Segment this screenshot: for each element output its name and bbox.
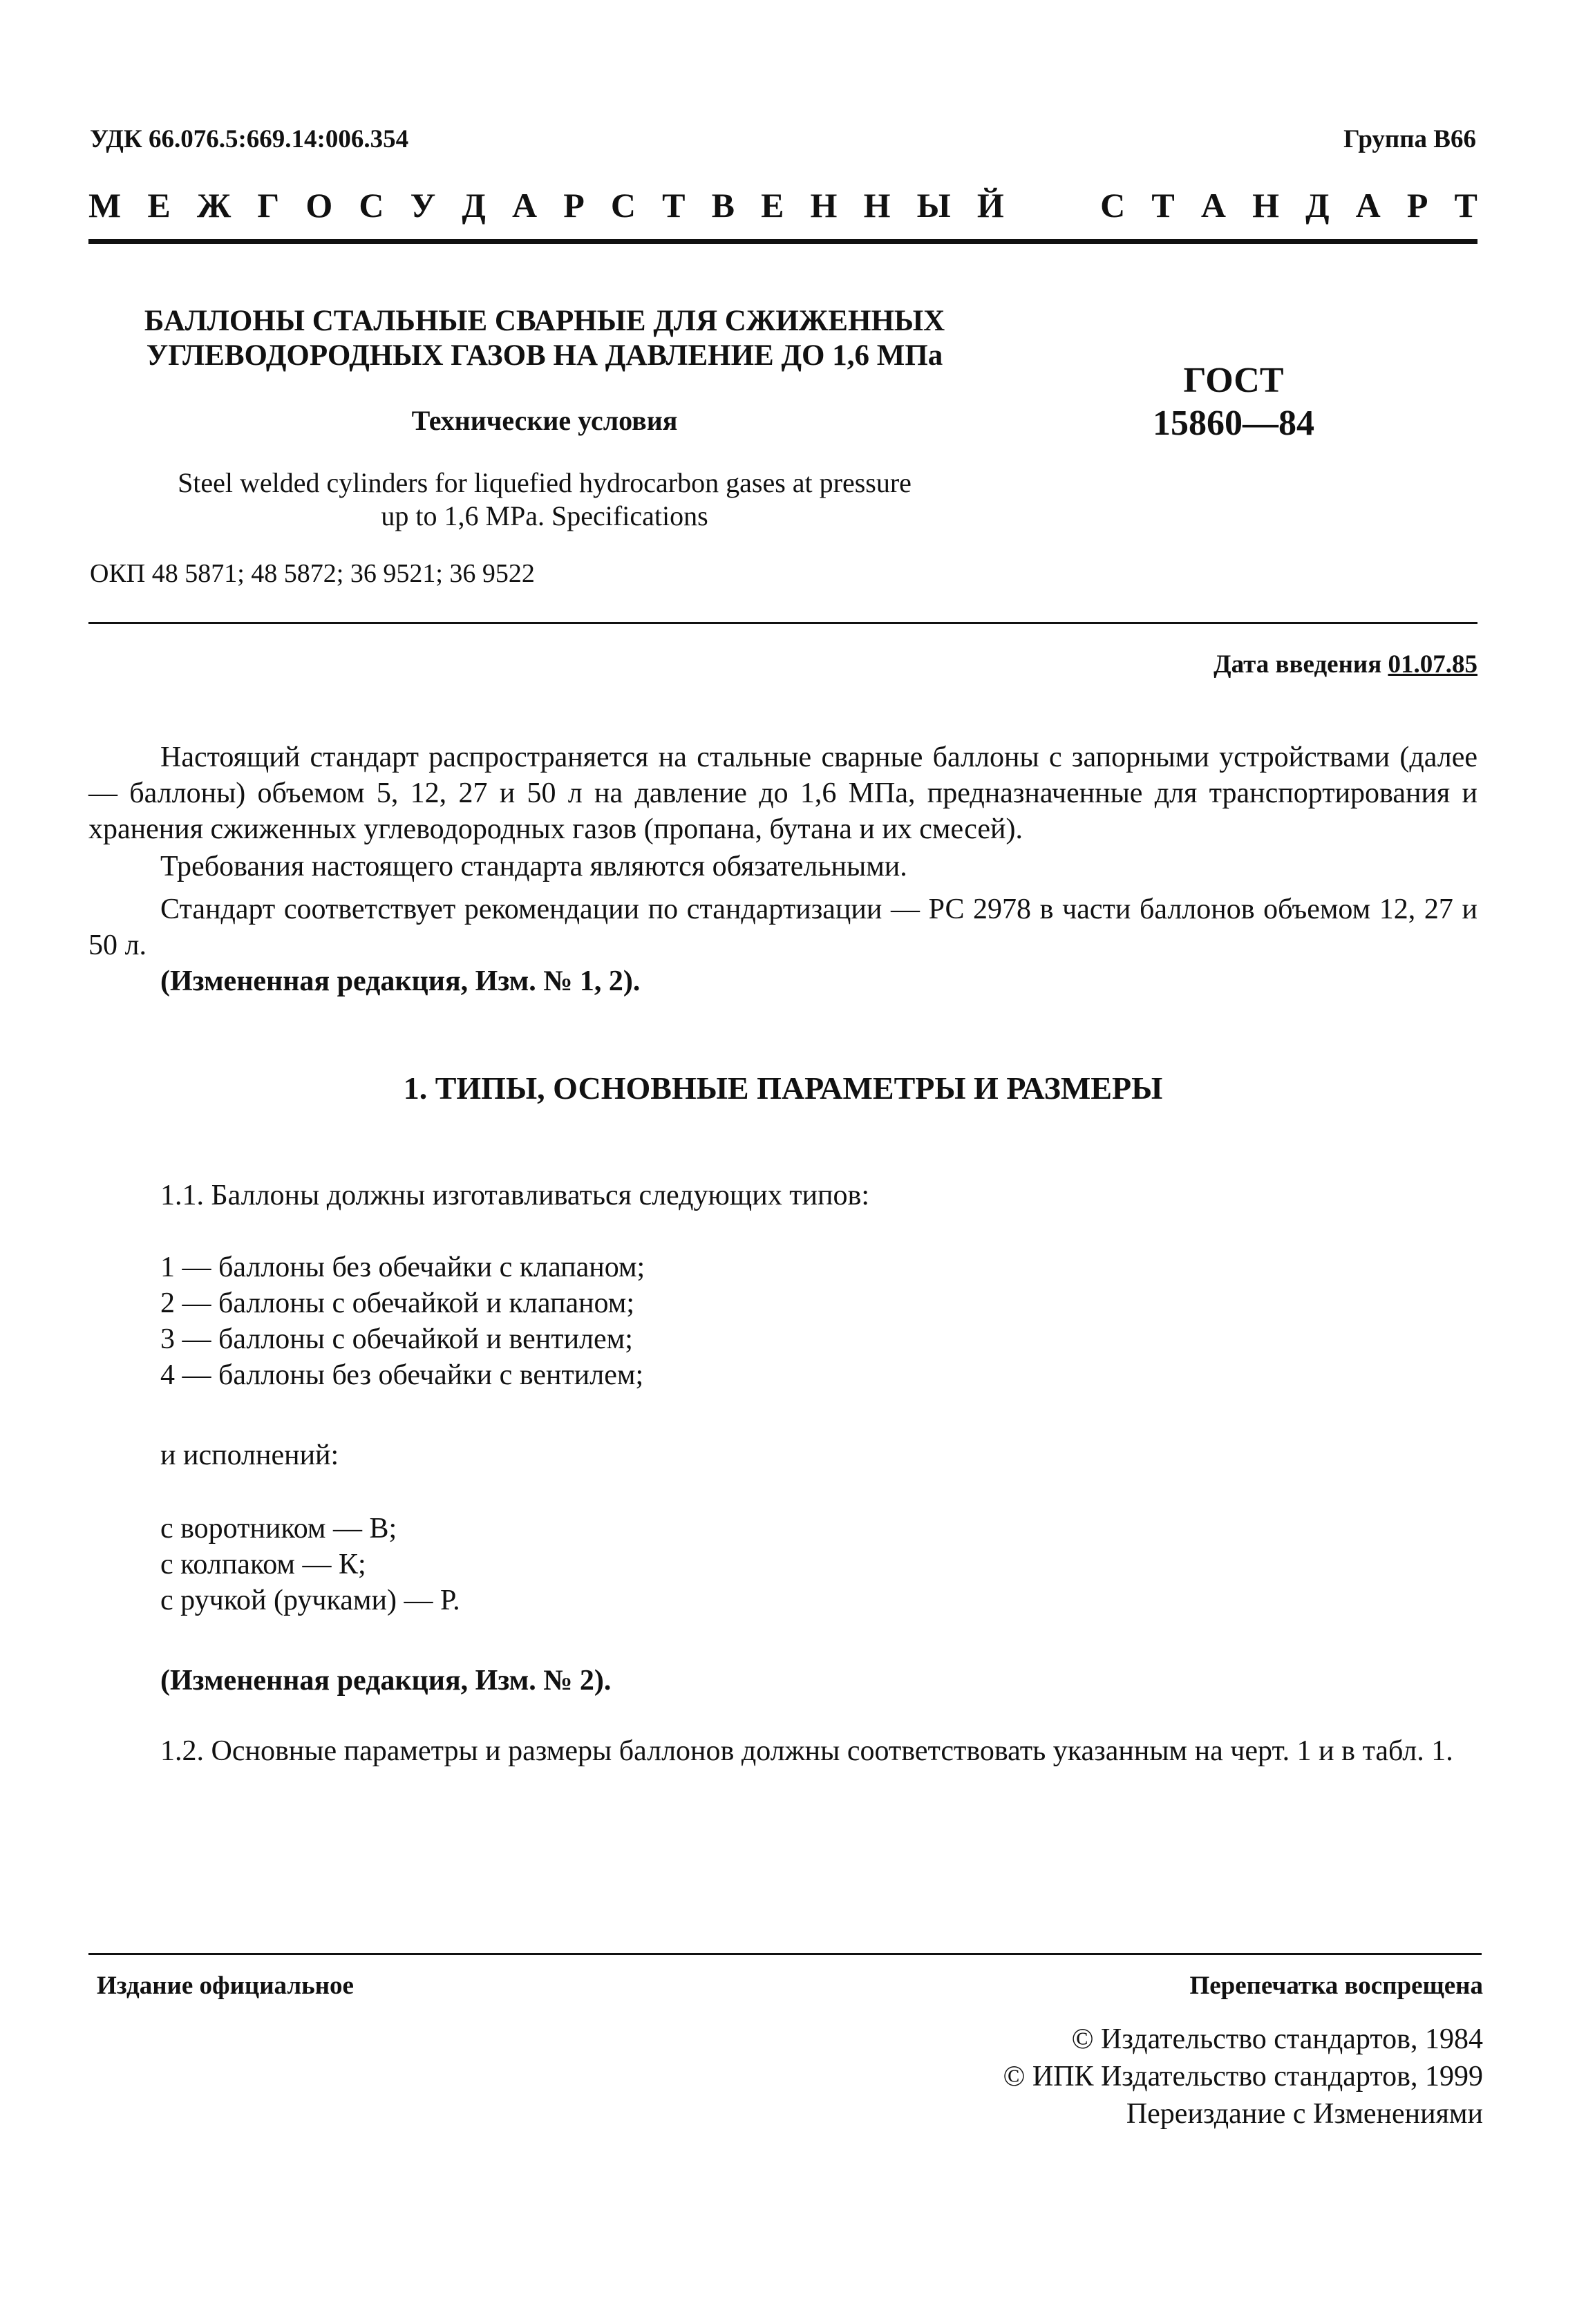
footer-rule [88, 1953, 1482, 1955]
banner-letter [1066, 185, 1075, 225]
banner-letter: Р [563, 186, 585, 225]
banner-letter: Й [976, 186, 1004, 225]
document-title [88, 304, 1001, 373]
banner-letter: Е [147, 186, 171, 225]
amendment-note-2: (Измененная редакция, Изм. № 2). [160, 1665, 612, 1697]
banner-letter: Т [662, 186, 686, 225]
banner-letter: О [305, 186, 333, 225]
title-rule [88, 622, 1477, 624]
okp-codes: ОКП 48 5871; 48 5872; 36 9521; 36 9522 [90, 559, 535, 588]
copyright-line-1: © Издательство стандартов, 1984 [1071, 2023, 1483, 2055]
banner-letter: Е [761, 186, 784, 225]
banner-letter: С [359, 186, 384, 225]
reissue-note: Переиздание с Изменениями [1126, 2098, 1483, 2130]
clause-1-1: 1.1. Баллоны должны изготавливаться следующих типов: [160, 1180, 870, 1211]
versions-intro: и исполнений: [160, 1439, 339, 1471]
banner-letter: Ж [196, 186, 232, 225]
gost-number [1078, 359, 1389, 445]
banner-letter: В [711, 186, 735, 225]
english-title-line-1: Steel welded cylinders for liquefied hydrocarbon gases at pressure [178, 467, 912, 498]
english-title-line-2: up to 1,6 MPa. Specifications [381, 500, 708, 531]
banner-letter [1030, 185, 1039, 225]
banner-letter: А [1200, 186, 1226, 225]
interstate-standard-banner [88, 185, 1477, 225]
banner-letter: А [511, 186, 538, 225]
date-value: 01.07.85 [1388, 650, 1477, 679]
gost-code: 15860—84 [1153, 404, 1314, 443]
title-line-1: БАЛЛОНЫ СТАЛЬНЫЕ СВАРНЫЕ ДЛЯ СЖИЖЕННЫХ [144, 305, 945, 337]
list-item: с ручкой (ручками) — Р. [160, 1585, 460, 1616]
banner-letter: Н [1252, 186, 1279, 225]
banner-letter: Ы [916, 186, 951, 225]
header-rule [88, 239, 1477, 244]
banner-letter: Т [1151, 186, 1175, 225]
document-subtitle: Технические условия [411, 405, 678, 436]
udk-code: УДК 66.076.5:669.14:006.354 [90, 125, 409, 153]
official-edition-note: Издание официальное [97, 1972, 354, 2000]
banner-letter: А [1355, 186, 1381, 225]
banner-letter: Д [462, 186, 486, 225]
date-label: Дата введения [1214, 650, 1382, 679]
versions-list [160, 1511, 460, 1618]
copyright-block [1003, 2021, 1483, 2133]
intro-paragraph-2: Требования настоящего стандарта являются обязательными. [160, 851, 907, 882]
list-item: с воротником — В; [160, 1513, 397, 1544]
copyright-line-2: © ИПК Издательство стандартов, 1999 [1003, 2061, 1483, 2092]
banner-letter: Н [863, 186, 891, 225]
introduction-date [1214, 650, 1477, 679]
banner-letter: Д [1305, 186, 1330, 225]
banner-letter: С [610, 186, 636, 225]
title-line-2: УГЛЕВОДОРОДНЫХ ГАЗОВ НА ДАВЛЕНИЕ ДО 1,6 МПа [146, 339, 943, 372]
banner-letter: Т [1454, 186, 1477, 225]
intro-paragraph-3: Стандарт соответствует рекомендации по стандартизации — РС 2978 в части баллонов объемом 12, 27 и 50 л. [88, 894, 1477, 961]
banner-letter: Р [1406, 186, 1428, 225]
types-list [160, 1249, 645, 1393]
banner-letter: У [410, 186, 436, 225]
list-item: 3 — баллоны с обечайкой и вентилем; [160, 1323, 633, 1355]
list-item: 4 — баллоны без обечайки с вентилем; [160, 1359, 644, 1391]
gost-label: ГОСТ [1183, 361, 1284, 400]
reprint-prohibited-note: Перепечатка воспрещена [1189, 1972, 1483, 2000]
clause-1-2: 1.2. Основные параметры и размеры баллонов должны соответствовать указанным на черт. 1 и в табл. 1. [160, 1735, 1453, 1767]
list-item: с колпаком — К; [160, 1549, 366, 1580]
list-item: 1 — баллоны без обечайки с клапаном; [160, 1251, 645, 1283]
amendment-note-1: (Измененная редакция, Изм. № 1, 2). [160, 965, 641, 997]
section-heading: 1. ТИПЫ, ОСНОВНЫЕ ПАРАМЕТРЫ И РАЗМЕРЫ [403, 1070, 1163, 1106]
list-item: 2 — баллоны с обечайкой и клапаном; [160, 1287, 635, 1319]
banner-letter: С [1100, 186, 1126, 225]
banner-letter: М [88, 186, 122, 225]
banner-letter: Н [810, 186, 838, 225]
banner-letter: Г [257, 186, 280, 225]
intro-paragraph-1: Настоящий стандарт распространяется на стальные сварные баллоны с запорными устройствами (далее — баллоны) объемом 5, 12, 27 и 50 л на давление до 1,6 МПа, предназначенные для транспортирования и хранения сжиженных углеводородных газов (пропана, бутана и их смесей). [88, 741, 1477, 845]
group-code: Группа В66 [1343, 125, 1476, 153]
english-title [88, 466, 1001, 533]
